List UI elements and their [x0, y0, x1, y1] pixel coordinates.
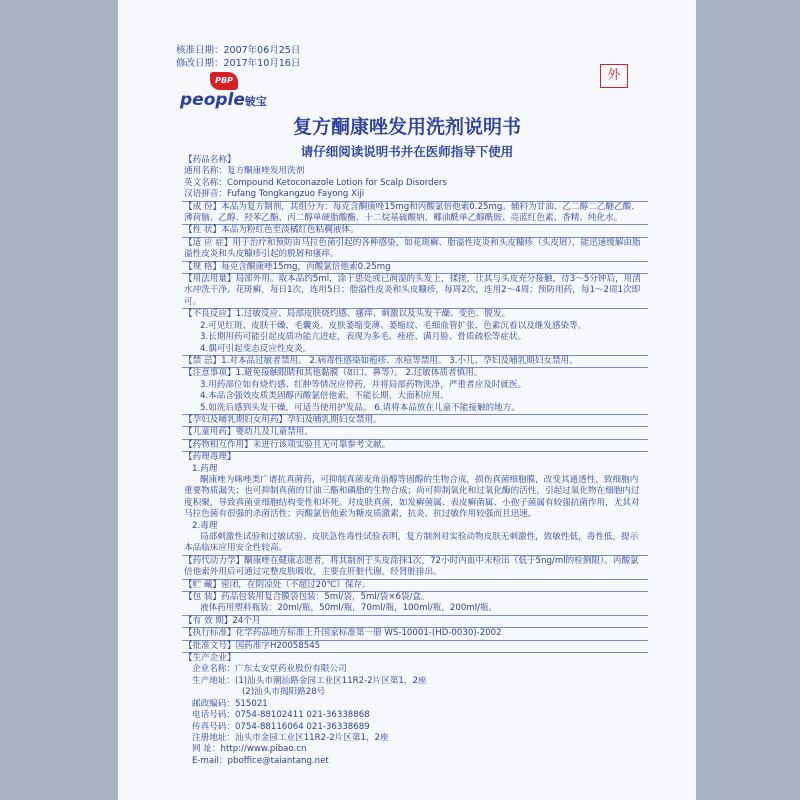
validity-section: 【有 效 期】24个月 — [182, 616, 648, 628]
document-subtitle: 请仔细阅读说明书并在医师指导下使用 — [300, 144, 514, 159]
brand-logo — [180, 90, 267, 110]
generic-name: 通用名称：复方酮康唑发用洗剂 — [184, 166, 305, 177]
revision-date: 修改日期：2017年10月16日 — [176, 58, 301, 69]
website: 网 址：http://www.pibao.cn — [192, 744, 307, 755]
pharmacology-text: 酮康唑为咪唑类广谱抗真菌药，可抑制真菌麦角甾醇等固醇的生物合成，损伤真菌细胞膜，改变其通透性，致细胞内重要物质漏失；也可抑制真菌的甘油三酯和磷脂的生物合成；尚可抑制氧化和过氧化酶的活性，引起过氧化物在细胞内过度积聚，导致真菌亚细胞结构变性和坏死。对皮肤真菌，如发癣菌属、表皮癣菌属、小孢子菌属有较强抗菌作用，尤其对马拉色菌有很强的杀菌活性；丙酸氯倍他索为糖皮质激素，抗炎、抗过敏作用较强而且迅速。 — [184, 474, 640, 520]
registered-address: 注册地址：汕头市金园工业区11R2-2片区第1，2座 — [192, 732, 389, 743]
drug-name-label: 【药品名称】 — [184, 155, 236, 165]
fax-number: 传真号码：0754-88116064 021-36338689 — [192, 721, 370, 732]
precaution-item: 4.本品含强效皮质类固醇丙酸氯倍他索，不能长期、大面积应用。 — [200, 391, 449, 402]
adverse-reactions-section — [182, 309, 648, 356]
toxicology-label: 【药理毒理】 — [184, 452, 236, 463]
english-name: 英文名称：Compound Ketoconazole Lotion for Scalp Disorders — [184, 177, 447, 188]
otc-external-use-badge: 外 — [600, 64, 628, 88]
ingredients-section: 【成 份】本品为复方制剂，其组分为：每克含酮康唑15mg和丙酸氯倍他索0.25mg。辅料为甘油、乙二醇二乙醚乙酸、薄荷脑、乙醇、羟苯乙酯、丙二醇单硬脂酸酯、十二烷基硫酸钠、椰油酰单乙醇酰胺、亮蓝红色素、香精、纯化水。 — [182, 202, 648, 226]
package-item: 【包 装】药品包装用复合膜袋包装：5ml/袋，5ml/袋×6袋/盒。 — [184, 592, 430, 603]
specification-section: 【规 格】每克含酮康唑15mg，丙酸氯倍他索0.25mg — [182, 262, 648, 274]
adverse-reaction-item: 【不良反应】1.过敏反应、局部皮肤烧灼感、瘙痒、刺激以及头发干燥、变色、脱发。 — [184, 309, 511, 320]
pinyin-name: 汉语拼音：Fufang Tongkangzuo Fayong Xiji — [182, 189, 648, 201]
address-line-2: (2)汕头市揭阳路28号 — [242, 687, 326, 698]
manufacturer-section — [182, 653, 648, 767]
email: E-mail：pboffice@taiantang.net — [192, 755, 329, 766]
package-item: 液体药用塑料瓶装：20ml/瓶，50ml/瓶，70ml/瓶，100ml/瓶，200ml/瓶。 — [200, 603, 498, 614]
precaution-item: 5.如洗后感到头发干燥，可适当使用护发品。 6.请将本品放在儿童不能接触的地方。 — [200, 402, 520, 413]
precaution-item: 【注意事项】1.避免接触眼睛和其他黏膜（如口、鼻等）。 2.过敏体质者慎用。 — [184, 368, 483, 379]
precaution-item: 3.用药部位如有烧灼感、红肿等情况应停药，并将局部药物洗净，严重者应及时就医。 — [200, 379, 527, 390]
leaflet-content — [182, 155, 648, 767]
document-title: 复方酮康唑发用洗剂说明书 — [292, 116, 521, 138]
postcode: 邮政编码：515021 — [192, 698, 268, 709]
approval-number-section: 【批准文号】国药准字H20058545 — [182, 641, 648, 653]
pharmacokinetics-section: 【药代动力学】酮康唑在健康志愿者，将其制剂于头皮涂抹1次，72小时内血中未检出（低于5ng/ml的检测限）。丙酸氯倍他索外用后可通过完整皮肤吸收，主要在肝脏代谢，经肾脏排出。 — [182, 556, 648, 580]
indications-section: 【适 应 症】用于治疗和预防由马拉色菌引起的各种感染，如花斑癣、脂溢性皮炎和头皮糠疹（头皮屑），能迅速缓解由脂溢性皮炎和头皮糠疹引起的脱屑和瘙痒。 — [182, 238, 648, 262]
interactions-section: 【药物相互作用】未进行该项实验且无可靠参考文献。 — [182, 440, 648, 452]
precautions-section — [182, 368, 648, 415]
pharmacology-title: 1.药理 — [192, 463, 218, 474]
toxicity-text: 局部刺激性试验和过敏试验、皮肤急性毒性试验表明，复方制剂对实验动物皮肤无刺激性，致敏性低，毒性低，提示本品临床应用安全性较高。 — [184, 532, 639, 554]
address-label: 生产地址： — [192, 675, 235, 686]
pediatric-section: 【儿童用药】婴幼儿及儿童禁用。 — [182, 427, 648, 439]
brand-logo-icon: PBP — [210, 72, 238, 90]
company-name: 企业名称：广东太安堂药业股份有限公司 — [192, 664, 347, 675]
contraindications-section: 【禁 忌】1.对本品过敏者禁用。 2.病毒性感染如疱疹、水痘等禁用。 3.小儿、孕妇及哺乳期妇女禁用。 — [182, 356, 648, 368]
address-line-1: (1)汕头市潮汕路金园工业区11R2-2片区第1，2座 — [234, 675, 427, 686]
toxicity-title: 2.毒理 — [192, 520, 218, 531]
storage-section: 【贮 藏】密闭，在阴凉处（不超过20℃）保存。 — [182, 580, 648, 592]
adverse-reaction-item: 3.长期用药可能引起皮质功能亢进症，表现为多毛、痤疮、满月脸、骨质疏松等症状。 — [200, 332, 527, 343]
adverse-reaction-item: 2.可见红斑、皮肤干燥、毛囊炎、皮肤萎缩变薄、萎缩纹、毛细血管扩张、色素沉着以及继发感染等。 — [200, 320, 587, 331]
adverse-reaction-item: 4.偶可引起变态反应性皮炎。 — [200, 343, 312, 354]
brand-name-cn: 铍宝 — [244, 95, 267, 108]
usage-section: 【用法用量】局部外用。取本品约5ml，涂于患处或已润湿的头发上，揉搓，让其与头皮充分接触，待3～5分钟后，用清水冲洗干净。花斑癣，每日1次，连用5日；脂溢性皮炎和头皮糠疹，每周2次，连用2～4周；预防用药，每1～2周1次即可。 — [182, 274, 648, 309]
brand-name-en: people — [180, 90, 245, 110]
package-section — [182, 592, 648, 616]
manufacturer-label: 【生产企业】 — [184, 653, 236, 664]
approval-date: 核准日期：2007年06月25日 — [176, 45, 301, 56]
phone-number: 电话号码：0754-88102411 021-36338868 — [192, 710, 370, 721]
leaflet-paper — [118, 0, 696, 800]
toxicology-section — [182, 452, 648, 556]
production-address — [184, 676, 646, 687]
appearance-section: 【性 状】本品为粉红色至淡橘红色粘稠液体。 — [182, 225, 648, 237]
standard-section: 【执行标准】化学药品地方标准上升国家标准第一册 WS-10001-(HD-0030)-2002 — [182, 628, 648, 640]
pregnancy-section: 【孕妇及哺乳期妇女用药】孕妇及哺乳期妇女禁用。 — [182, 415, 648, 427]
